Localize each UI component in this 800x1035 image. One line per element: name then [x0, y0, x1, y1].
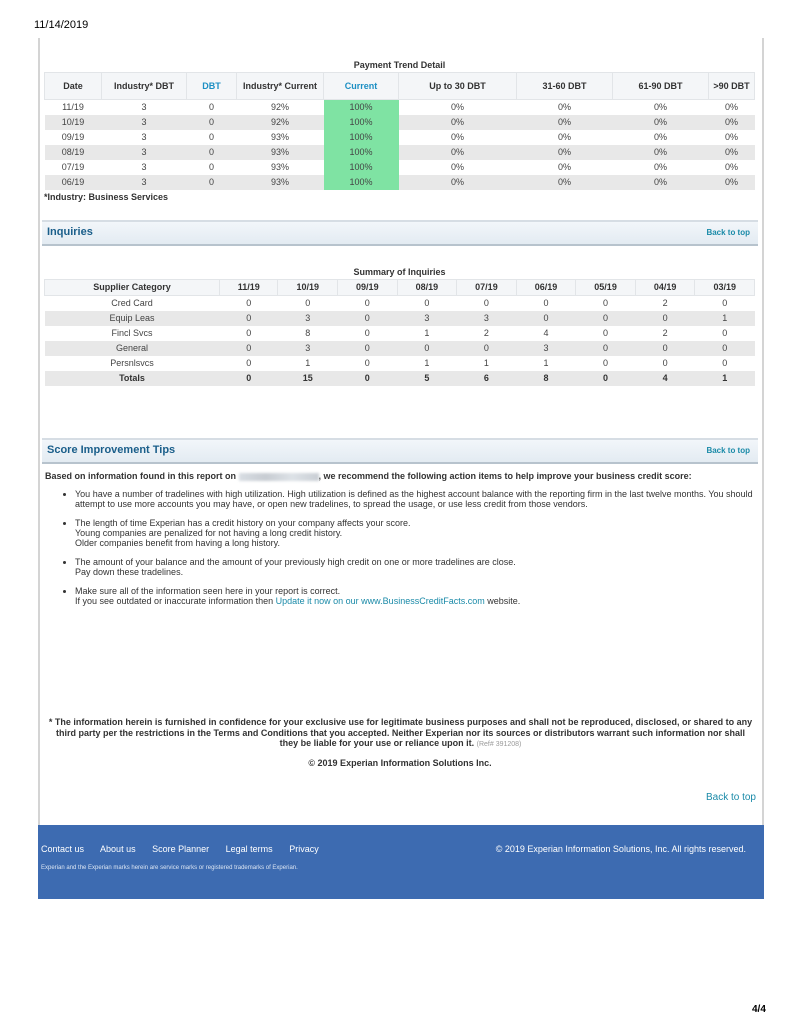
- report-copyright: © 2019 Experian Information Solutions Inc.: [308, 758, 492, 768]
- table-cell: 0: [208, 132, 214, 142]
- table-cell: 0: [338, 341, 398, 356]
- col-header: 10/19: [278, 280, 338, 296]
- table-cell: 1: [424, 328, 430, 338]
- table-cell: 10/19: [45, 115, 102, 130]
- footer-link-legal-terms[interactable]: Legal terms: [225, 844, 273, 854]
- payment-trend-row: [45, 145, 755, 160]
- table-cell: 1: [543, 358, 549, 368]
- table-cell: 0%: [450, 162, 464, 172]
- table-cell: 0%: [613, 145, 709, 160]
- tip-item: [75, 518, 755, 548]
- payment-trend-row: [45, 100, 755, 116]
- col-header: 05/19: [576, 280, 636, 296]
- table-cell: 3: [278, 311, 338, 326]
- col-header: 06/19: [516, 280, 576, 296]
- table-cell: 3: [516, 341, 576, 356]
- payment-trend-section: [44, 60, 755, 202]
- report-frame: [38, 38, 764, 825]
- col-header: 09/19: [338, 280, 398, 296]
- table-cell: 0: [576, 311, 636, 326]
- tip-item: [75, 557, 755, 577]
- table-cell: 0: [635, 311, 695, 326]
- total-cell: 4: [635, 371, 695, 386]
- table-cell: 0%: [557, 162, 571, 172]
- table-cell: 100%: [324, 115, 399, 130]
- table-cell: 0: [516, 311, 576, 326]
- table-cell: 0%: [724, 132, 738, 142]
- footer-trademark: Experian and the Experian marks herein are service marks or registered trademarks of Experian.: [41, 865, 298, 871]
- col-header: 04/19: [635, 280, 695, 296]
- table-cell: 0%: [653, 102, 667, 112]
- table-cell: 0: [695, 341, 755, 356]
- inquiries-title: Inquiries: [47, 226, 93, 238]
- table-cell: 09/19: [61, 132, 85, 142]
- table-cell: Equip Leas: [45, 311, 220, 326]
- table-cell: 3: [141, 132, 147, 142]
- table-cell: 0: [187, 115, 237, 130]
- inquiry-totals-row: [45, 371, 755, 386]
- payment-trend-row: [45, 115, 755, 130]
- site-footer: [38, 825, 764, 899]
- score-tips-title: Score Improvement Tips: [47, 444, 176, 456]
- table-cell: 3: [102, 175, 187, 190]
- table-cell: 3: [141, 162, 147, 172]
- table-cell: 0: [722, 358, 728, 368]
- table-cell: 0%: [709, 175, 755, 190]
- inquiries-section-header: [42, 220, 758, 246]
- col-header: >90 DBT: [709, 73, 755, 100]
- business-credit-facts-link[interactable]: Update it now on our www.BusinessCreditFacts.com: [275, 596, 485, 606]
- col-header: DBT: [187, 73, 237, 100]
- table-cell: 100%: [324, 160, 399, 175]
- tip-item: [75, 489, 755, 509]
- table-cell: 3: [102, 115, 187, 130]
- table-cell: 3: [278, 341, 338, 356]
- reference-number: (Ref# 391208): [476, 741, 522, 748]
- table-cell: 0%: [517, 145, 613, 160]
- disclaimer: [48, 717, 753, 751]
- payment-trend-header-row: [45, 73, 755, 100]
- col-header: 11/19: [220, 280, 278, 296]
- table-cell: 0: [246, 298, 252, 308]
- table-cell: 1: [483, 358, 489, 368]
- table-cell: 0: [246, 328, 252, 338]
- table-cell: 0: [603, 298, 609, 308]
- inquiry-row: [45, 311, 755, 326]
- table-cell: 0%: [724, 102, 738, 112]
- table-cell: 0: [338, 311, 398, 326]
- col-header: 03/19: [695, 280, 755, 296]
- table-cell: General: [45, 341, 220, 356]
- table-cell: 1: [305, 358, 311, 368]
- table-cell: 93%: [270, 132, 289, 142]
- footer-link-score-planner[interactable]: Score Planner: [152, 844, 210, 854]
- table-cell: 0: [397, 341, 457, 356]
- table-cell: 0%: [517, 115, 613, 130]
- table-cell: 2: [662, 298, 668, 308]
- table-cell: 100%: [324, 100, 399, 116]
- inquiries-table: [44, 279, 755, 386]
- tip-line: You have a number of tradelines with high utilization. High utilization is defined as the highest account balance with the reporting firm in the last twelve months. You should attempt to use more accounts you may have, or open new tradelines, to spread the usage, or use less credit from those vendors.: [75, 489, 753, 509]
- table-cell: 92%: [270, 102, 289, 112]
- inquiries-caption: Summary of Inquiries: [353, 267, 446, 277]
- table-cell: 0: [576, 341, 636, 356]
- table-cell: 8: [305, 328, 311, 338]
- table-cell: 0: [457, 341, 517, 356]
- total-cell: 0: [220, 371, 278, 386]
- industry-footnote: *Industry: Business Services: [44, 192, 169, 202]
- table-cell: 1: [695, 311, 755, 326]
- footer-link-contact-us[interactable]: Contact us: [41, 844, 85, 854]
- table-cell: Cred Card: [111, 298, 153, 308]
- table-cell: 0%: [399, 115, 517, 130]
- table-cell: 0: [424, 298, 430, 308]
- total-cell: 1: [695, 371, 755, 386]
- table-cell: 0%: [557, 132, 571, 142]
- table-cell: 0: [220, 341, 278, 356]
- table-cell: 93%: [237, 145, 324, 160]
- table-cell: 0%: [517, 175, 613, 190]
- tip-line: If you see outdated or inaccurate information then: [75, 596, 276, 606]
- footer-link-privacy[interactable]: Privacy: [289, 844, 319, 854]
- col-header: Up to 30 DBT: [399, 73, 517, 100]
- tip-line: The length of time Experian has a credit history on your company affects your score.: [75, 518, 411, 528]
- table-cell: 11/19: [62, 102, 84, 112]
- table-cell: 3: [457, 311, 517, 326]
- table-cell: 0: [635, 341, 695, 356]
- col-header: 61-90 DBT: [613, 73, 709, 100]
- col-header: Current: [324, 73, 399, 100]
- intro-text-before: Based on information found in this report on: [45, 471, 236, 481]
- payment-trend-row: [45, 130, 755, 145]
- table-cell: 0%: [709, 145, 755, 160]
- tip-line: website.: [484, 596, 521, 606]
- table-cell: 0: [722, 328, 728, 338]
- table-cell: 100%: [324, 175, 399, 190]
- table-cell: 0: [364, 358, 370, 368]
- table-cell: 92%: [237, 115, 324, 130]
- inquiry-row: [45, 296, 755, 312]
- table-cell: 0: [364, 298, 370, 308]
- tip-line: Older companies benefit from having a long history.: [75, 538, 280, 548]
- footer-nav: [41, 844, 333, 854]
- table-cell: 0: [220, 311, 278, 326]
- footer-copyright: © 2019 Experian Information Solutions, Inc. All rights reserved.: [495, 844, 746, 854]
- table-cell: 0: [603, 358, 609, 368]
- table-cell: 0%: [724, 162, 738, 172]
- col-header: 07/19: [457, 280, 517, 296]
- inquiry-row: [45, 356, 755, 371]
- table-cell: 06/19: [45, 175, 102, 190]
- table-cell: 3: [397, 311, 457, 326]
- table-cell: 4: [543, 328, 549, 338]
- inquiries-summary: [44, 267, 755, 386]
- table-cell: 0%: [450, 102, 464, 112]
- table-cell: 0: [483, 298, 489, 308]
- table-cell: 0%: [557, 102, 571, 112]
- total-cell: 15: [278, 371, 338, 386]
- tip-line: The amount of your balance and the amount of your previously high credit on one or more tradelines are close.: [75, 557, 516, 567]
- score-tips-intro: [45, 471, 755, 481]
- redacted-company-name: [239, 473, 319, 481]
- table-cell: 08/19: [45, 145, 102, 160]
- table-cell: 1: [424, 358, 430, 368]
- payment-trend-row: [45, 160, 755, 175]
- table-cell: 0%: [399, 175, 517, 190]
- table-cell: 0: [364, 328, 370, 338]
- intro-text-after: , we recommend the following action items to help improve your business credit score:: [318, 471, 692, 481]
- table-cell: 0: [603, 328, 609, 338]
- page-number: 4/4: [752, 1004, 766, 1015]
- table-cell: 3: [141, 102, 147, 112]
- table-cell: 0: [187, 175, 237, 190]
- table-cell: 2: [483, 328, 489, 338]
- table-cell: 0%: [450, 132, 464, 142]
- inquiry-row: [45, 326, 755, 341]
- table-cell: 3: [102, 145, 187, 160]
- table-cell: 0%: [653, 132, 667, 142]
- table-cell: 0%: [709, 115, 755, 130]
- col-header: Industry* DBT: [102, 73, 187, 100]
- payment-trend-table: [44, 72, 755, 190]
- back-to-top-link[interactable]: Back to top: [706, 446, 750, 455]
- table-cell: 93%: [237, 175, 324, 190]
- table-cell: 0: [208, 162, 214, 172]
- total-cell: 0: [576, 371, 636, 386]
- table-cell: Fincl Svcs: [111, 328, 153, 338]
- table-cell: 93%: [270, 162, 289, 172]
- table-cell: 100%: [324, 130, 399, 145]
- table-cell: 2: [662, 328, 668, 338]
- table-cell: 0: [543, 298, 549, 308]
- print-date: 11/14/2019: [34, 19, 89, 31]
- table-cell: 0%: [613, 115, 709, 130]
- back-to-top-link[interactable]: Back to top: [706, 228, 750, 237]
- table-cell: 0: [208, 102, 214, 112]
- col-header: 08/19: [397, 280, 457, 296]
- score-tips-section-header: [42, 438, 758, 464]
- col-header: 31-60 DBT: [517, 73, 613, 100]
- total-cell: 0: [338, 371, 398, 386]
- tips-list: [45, 489, 755, 606]
- score-tips-content: [45, 471, 755, 615]
- table-cell: 0: [662, 358, 668, 368]
- table-cell: 0%: [653, 162, 667, 172]
- payment-trend-row: [45, 175, 755, 190]
- table-cell: 07/19: [61, 162, 85, 172]
- total-cell: 6: [457, 371, 517, 386]
- table-cell: 0: [246, 358, 252, 368]
- back-to-top-link[interactable]: Back to top: [705, 792, 756, 803]
- total-cell: 8: [516, 371, 576, 386]
- inquiry-row: [45, 341, 755, 356]
- col-header: Supplier Category: [45, 280, 220, 296]
- disclaimer-text: * The information herein is furnished in confidence for your exclusive use for legitimate business purposes and shall not be reproduced, disclosed, or shared to any third party per the restrictions in the Terms and Conditions that you accepted. Neither Experian nor its sources or distributors warrant such information nor shall they be liable for your use or reliance upon it.: [48, 717, 753, 748]
- table-cell: 0%: [613, 175, 709, 190]
- col-header: Industry* Current: [237, 73, 324, 100]
- col-header: Date: [45, 73, 102, 100]
- inquiries-header-row: [45, 280, 755, 296]
- table-cell: 0: [305, 298, 311, 308]
- payment-trend-caption: Payment Trend Detail: [353, 60, 446, 70]
- total-cell: Totals: [45, 371, 220, 386]
- table-cell: 0%: [399, 145, 517, 160]
- tip-item: [75, 586, 755, 606]
- total-cell: 5: [397, 371, 457, 386]
- tip-line: Young companies are penalized for not having a long credit history.: [75, 528, 343, 538]
- table-cell: 0: [722, 298, 728, 308]
- table-cell: 100%: [324, 145, 399, 160]
- table-cell: 0: [187, 145, 237, 160]
- table-cell: Persnlsvcs: [110, 358, 154, 368]
- tip-line: Pay down these tradelines.: [75, 567, 184, 577]
- footer-link-about-us[interactable]: About us: [100, 844, 136, 854]
- tip-line: Make sure all of the information seen here in your report is correct.: [75, 586, 341, 596]
